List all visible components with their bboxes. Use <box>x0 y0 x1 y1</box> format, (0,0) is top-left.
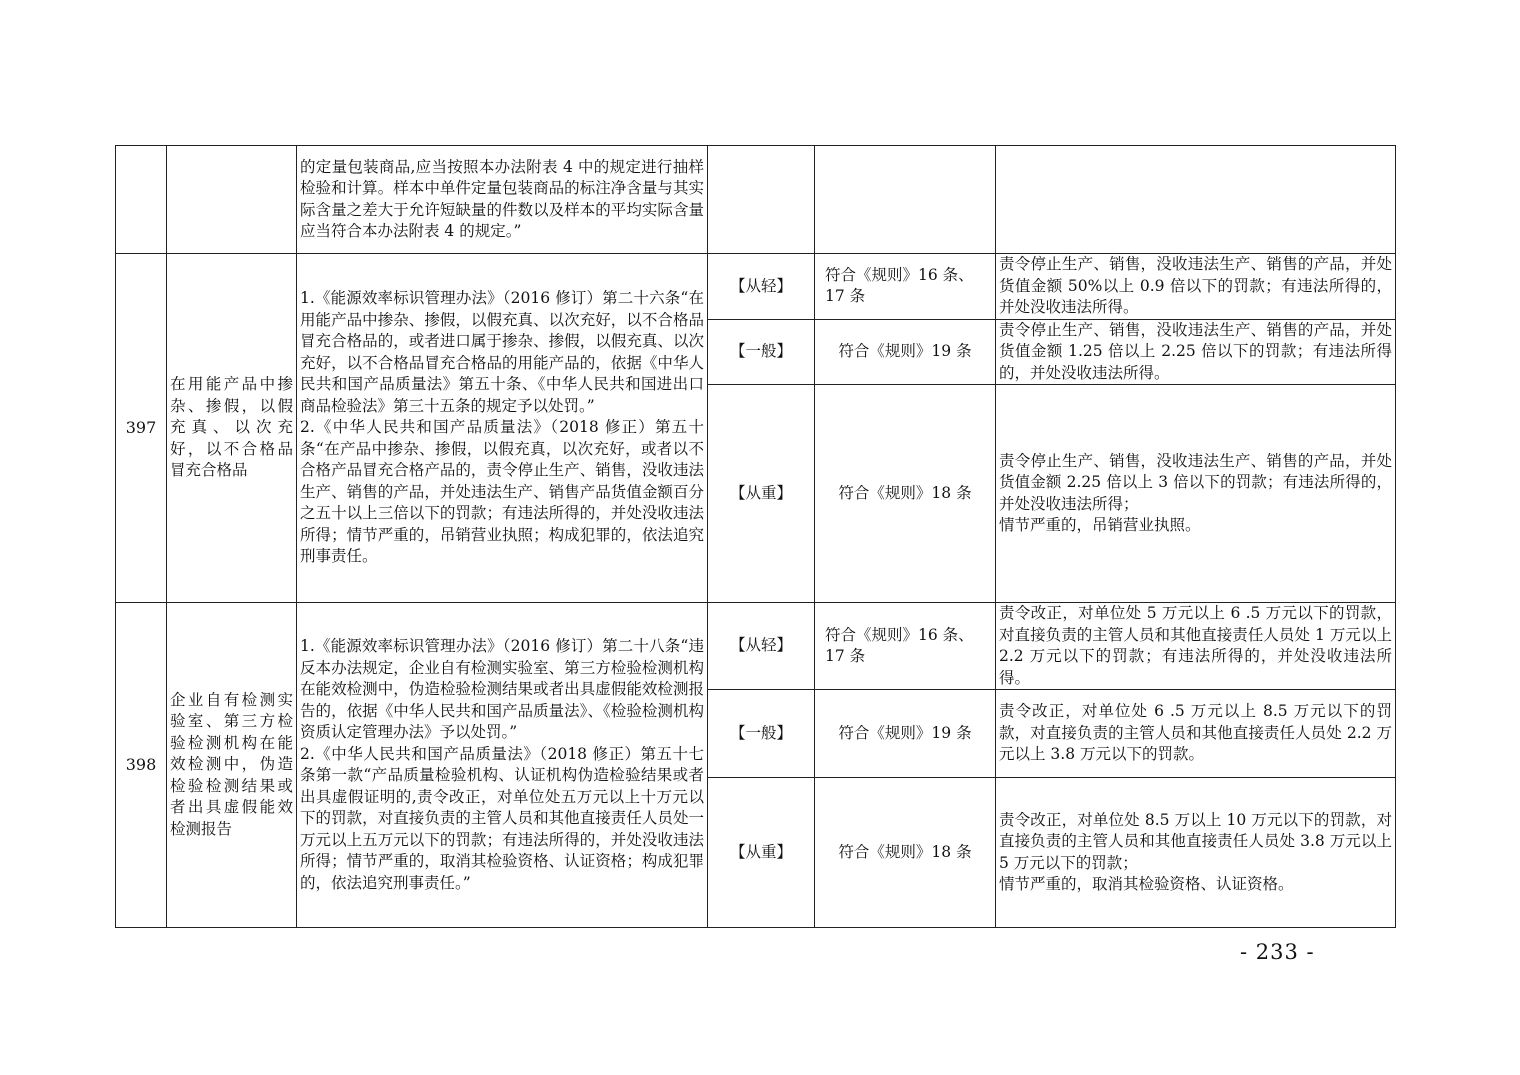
grade-penalty-heavy: 责令停止生产、销售，没收违法生产、销售的产品，并处货值金额 2.25 倍以上 3 倍以下的罚款；有违法所得的，并处没收违法所得； 情节严重的，吊销营业执照。 <box>996 385 1396 603</box>
row-number: 398 <box>116 603 167 928</box>
continuation-number-cell <box>116 146 167 254</box>
violation-item: 在用能产品中掺杂、掺假，以假充真、以次充好，以不合格品冒充合格品 <box>167 254 297 603</box>
continuation-basis-text: 的定量包装商品,应当按照本办法附表 4 中的规定进行抽样检验和计算。样本中单件定量包装商品的标注净含量与其实际含量之差大于允许短缺量的件数以及样本的平均实际含量应当符合本办法附表 4 的规定。” <box>300 157 704 240</box>
continuation-level-cell <box>708 146 815 254</box>
table-row <box>116 254 1396 320</box>
legal-basis: 1.《能源效率标识管理办法》（2016 修订）第二十六条“在用能产品中掺杂、掺假，以假充真、以次充好，以不合格品冒充合格品的，或者进口属于掺杂、掺假，以假充真、以次充好，以不合格品冒充合格品的用能产品的，依据《中华人民共和国产品质量法》第五十条、《中华人民共和国进出口商品检验法》第三十五条的规定予以处罚。” 2.《中华人民共和国产品质量法》（2018 修正）第五十条“在产品中掺杂、掺假，以假充真，以次充好，或者以不合格产品冒充合格产品的，责令停止生产、销售，没收违法生产、销售的产品，并处违法生产、销售产品货值金额百分之五十以上三倍以下的罚款；有违法所得的，并处没收违法所得；情节严重的，吊销营业执照；构成犯罪的，依法追究刑事责任。 <box>297 254 708 603</box>
grade-level-light: 【从轻】 <box>708 603 815 690</box>
page-number: - 233 - <box>1240 940 1315 964</box>
continuation-condition-cell <box>815 146 996 254</box>
grade-level-general: 【一般】 <box>708 319 815 385</box>
grade-penalty-general: 责令改正，对单位处 6 .5 万元以上 8.5 万元以下的罚款，对直接负责的主管人员和其他直接责任人员处 2.2 万元以上 3.8 万元以下的罚款。 <box>996 690 1396 778</box>
grade-penalty-light: 责令改正，对单位处 5 万元以上 6 .5 万元以下的罚款，对直接负责的主管人员和其他直接责任人员处 1 万元以上 2.2 万元以下的罚款；有违法所得的，并处没收违法所得。 <box>996 603 1396 690</box>
grade-level-heavy: 【从重】 <box>708 778 815 928</box>
legal-basis: 1.《能源效率标识管理办法》（2016 修订）第二十八条“违反本办法规定，企业自有检测实验室、第三方检验检测机构在能效检测中，伪造检验检测结果或者出具虚假能效检测报告的，依据《中华人民共和国产品质量法》、《检验检测机构资质认定管理办法》予以处罚。” 2.《中华人民共和国产品质量法》（2018 修正）第五十七条第一款“产品质量检验机构、认证机构伪造检验结果或者出具虚假证明的,责令改正，对单位处五万元以上十万元以下的罚款，对直接负责的主管人员和其他直接责任人员处一万元以上五万元以下的罚款；有违法所得的，并处没收违法所得；情节严重的，取消其检验资格、认证资格；构成犯罪的，依法追究刑事责任。” <box>297 603 708 928</box>
grade-condition-light: 符合《规则》16 条、17 条 <box>815 603 996 690</box>
row-number: 397 <box>116 254 167 603</box>
grade-level-light: 【从轻】 <box>708 254 815 320</box>
grade-penalty-light: 责令停止生产、销售，没收违法生产、销售的产品，并处货值金额 50%以上 0.9 倍以下的罚款；有违法所得的，并处没收违法所得。 <box>996 254 1396 320</box>
grade-condition-general: 符合《规则》19 条 <box>815 690 996 778</box>
penalty-discretion-table <box>115 145 1396 928</box>
grade-penalty-heavy: 责令改正，对单位处 8.5 万以上 10 万元以下的罚款，对直接负责的主管人员和其他直接责任人员处 3.8 万元以上 5 万元以下的罚款； 情节严重的，取消其检验资格、认证资格。 <box>996 778 1396 928</box>
grade-level-general: 【一般】 <box>708 690 815 778</box>
grade-condition-light: 符合《规则》16 条、17 条 <box>815 254 996 320</box>
continuation-item-cell <box>167 146 297 254</box>
grade-level-heavy: 【从重】 <box>708 385 815 603</box>
continuation-penalty-cell <box>996 146 1396 254</box>
table-row <box>116 603 1396 690</box>
grade-condition-heavy: 符合《规则》18 条 <box>815 778 996 928</box>
continuation-basis-cell <box>297 146 708 254</box>
grade-penalty-general: 责令停止生产、销售，没收违法生产、销售的产品，并处货值金额 1.25 倍以上 2.25 倍以下的罚款；有违法所得的，并处没收违法所得。 <box>996 319 1396 385</box>
continuation-row <box>116 146 1396 254</box>
grade-condition-heavy: 符合《规则》18 条 <box>815 385 996 603</box>
grade-condition-general: 符合《规则》19 条 <box>815 319 996 385</box>
violation-item: 企业自有检测实验室、第三方检验检测机构在能效检测中，伪造检验检测结果或者出具虚假能效检测报告 <box>167 603 297 928</box>
